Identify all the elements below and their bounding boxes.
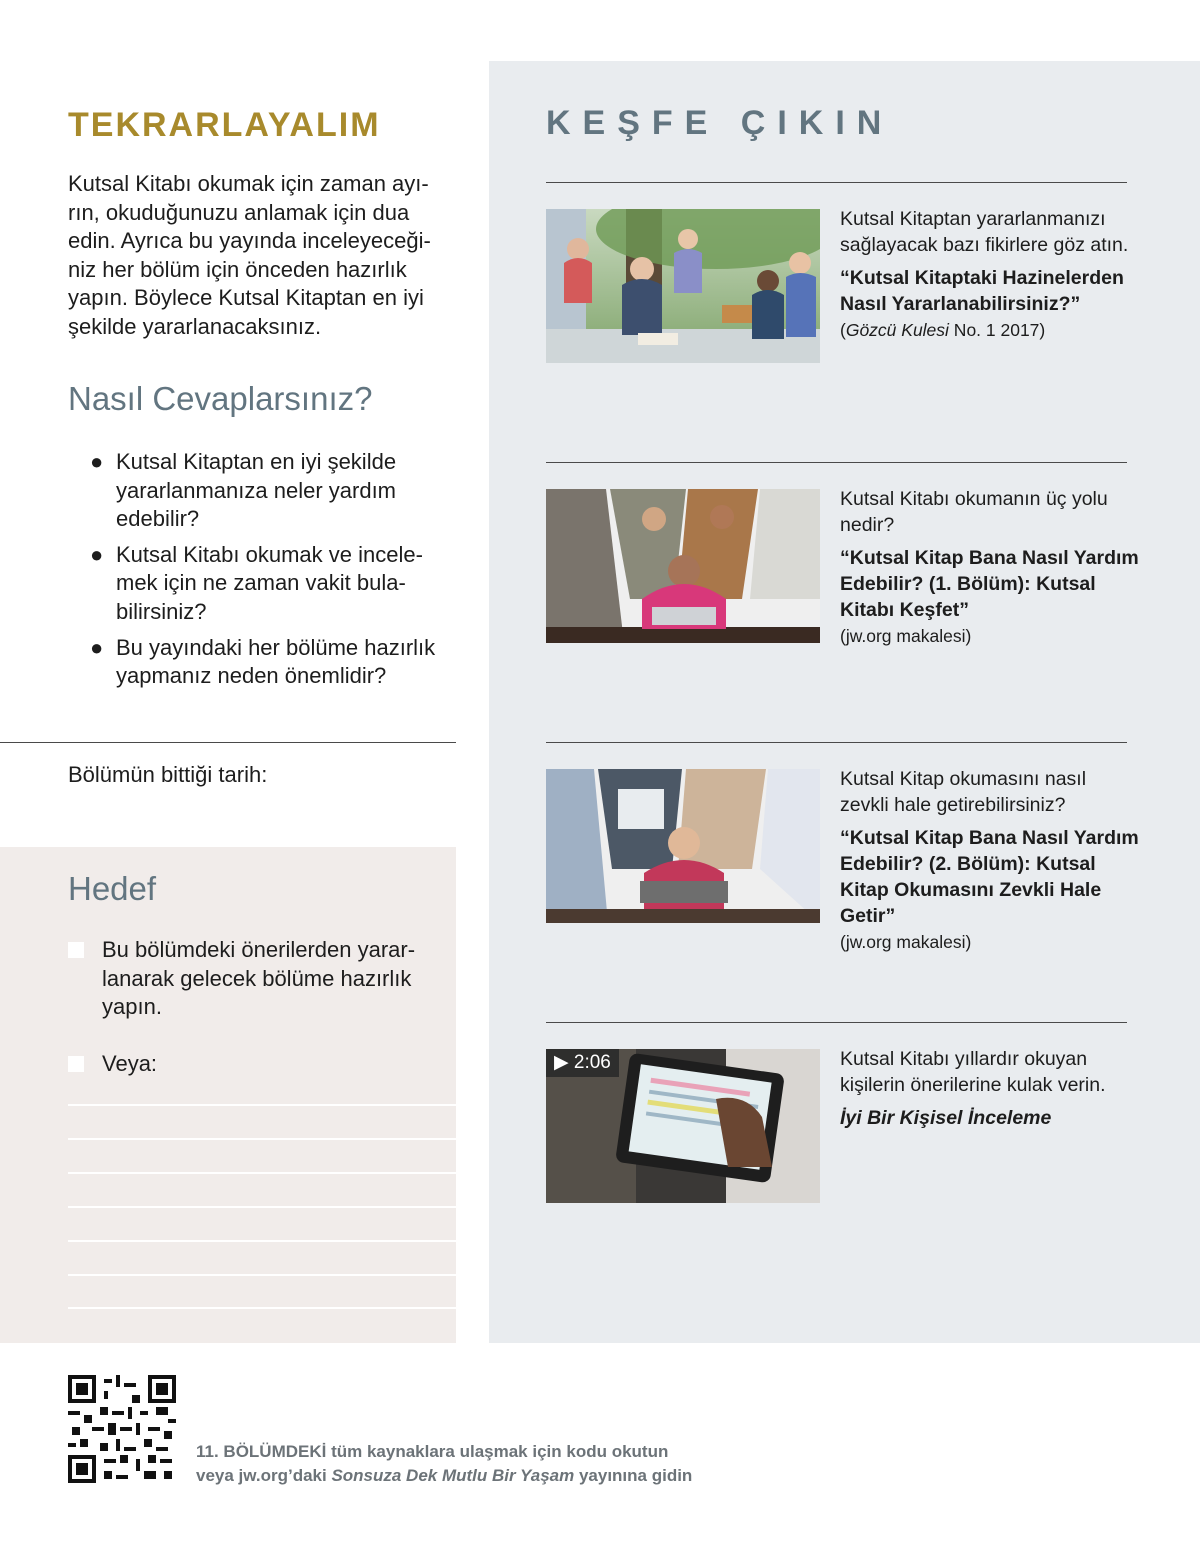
goal-text: Bu bölümdeki önerilerden yarar-lanarak gelecek bölüme hazırlık yapın. <box>102 937 416 1020</box>
questions-list <box>90 448 450 698</box>
resource-description: Kutsal Kitabı okumanın üç yolu nedir? <box>840 488 1108 536</box>
question-text: Bu yayındaki her bölüme hazırlık yapmanız neden önemlidir? <box>116 634 436 689</box>
resource-description: Kutsal Kitap okumasını nasıl zevkli hale getirebilirsiniz? <box>840 768 1087 816</box>
publication-name: Gözcü Kulesi <box>845 320 949 340</box>
question-item <box>90 448 450 534</box>
goal-text: Veya: <box>102 1051 158 1076</box>
goal-checkbox[interactable] <box>68 942 84 958</box>
resource-thumbnail[interactable] <box>546 209 820 363</box>
qr-code-icon[interactable] <box>68 1375 176 1483</box>
questions-heading: Nasıl Cevaplarsınız? <box>68 380 373 417</box>
finish-date-label: Bölümün bittiği tarih: <box>68 762 268 787</box>
writing-line[interactable] <box>68 1138 456 1140</box>
writing-line[interactable] <box>68 1307 456 1309</box>
book-title: Sonsuza Dek Mutlu Bir Yaşam <box>331 1466 575 1485</box>
goal-panel <box>0 847 456 1343</box>
resource-info <box>840 486 1140 649</box>
resource-title-link[interactable]: “Kutsal Kitap Bana Nasıl Yardım Edebilir? (1. Bölüm): Kutsal Kitabı Keşfet” <box>840 547 1139 621</box>
bullet-icon: ● <box>90 634 104 660</box>
question-text: Kutsal Kitaptan en iyi şekilde yararlanmanıza neler yardım edebilir? <box>116 449 397 532</box>
review-heading: TEKRARLAYALIM <box>68 106 381 144</box>
writing-line[interactable] <box>68 1172 456 1174</box>
resource-title-link[interactable]: “Kutsal Kitap Bana Nasıl Yardım Edebilir? (2. Bölüm): Kutsal Kitap Okumasını Zevkli Hale Getir” <box>840 827 1139 927</box>
resource-thumbnail[interactable] <box>546 769 820 923</box>
footer-note <box>196 1440 692 1488</box>
resource-description: Kutsal Kitabı yıllardır okuyan kişilerin önerilerine kulak verin. <box>840 1048 1106 1096</box>
bullet-icon: ● <box>90 541 104 567</box>
review-paragraph: Kutsal Kitabı okumak için zaman ayı-rın, okuduğunuzu anlamak için dua edin. Ayrıca bu yayında inceleyeceği-niz her bölüm için önceden hazırlık yapın. Böylece Kutsal Kitaptan en iyi şekilde yararlanacaksınız. <box>68 171 431 339</box>
writing-line[interactable] <box>68 1104 456 1106</box>
resource-thumbnail[interactable] <box>546 489 820 643</box>
resource-info <box>840 1046 1140 1131</box>
question-item <box>90 634 450 691</box>
resource-divider <box>546 462 1127 463</box>
resource-divider <box>546 1022 1127 1023</box>
goal-heading: Hedef <box>68 870 157 907</box>
explore-heading: KEŞFE ÇIKIN <box>546 104 894 142</box>
resource-divider <box>546 182 1127 183</box>
resource-info <box>840 206 1140 343</box>
footer-line-1: 11. BÖLÜMDEKİ tüm kaynaklara ulaşmak için kodu okutun <box>196 1442 669 1461</box>
writing-line[interactable] <box>68 1206 456 1208</box>
question-item <box>90 541 450 627</box>
writing-line[interactable] <box>68 1274 456 1276</box>
footer-line-2: veya jw.org’daki Sonsuza Dek Mutlu Bir Yaşam yayınına gidin <box>196 1466 693 1485</box>
goal-checkbox[interactable] <box>68 1056 84 1072</box>
resource-source: (jw.org makalesi) <box>840 932 972 952</box>
section-divider <box>0 742 456 743</box>
writing-line[interactable] <box>68 1240 456 1242</box>
resource-description: Kutsal Kitaptan yararlanmanızı sağlayacak bazı fikirlere göz atın. <box>840 208 1129 256</box>
resource-info <box>840 766 1140 955</box>
resource-divider <box>546 742 1127 743</box>
resource-source: (jw.org makalesi) <box>840 626 972 646</box>
video-title-link[interactable]: İyi Bir Kişisel İnceleme <box>840 1107 1052 1129</box>
goal-item <box>68 1050 438 1079</box>
video-duration-badge: ▶ 2:06 <box>546 1049 619 1077</box>
bullet-icon: ● <box>90 449 104 474</box>
video-thumbnail[interactable] <box>546 1049 820 1203</box>
question-text: Kutsal Kitabı okumak ve incele-mek için ne zaman vakit bula-bilirsiniz? <box>116 541 423 624</box>
goal-item <box>68 936 438 1022</box>
resource-source: (Gözcü Kulesi No. 1 2017) <box>840 320 1046 340</box>
resource-title-link[interactable]: “Kutsal Kitaptaki Hazinelerden Nasıl Yararlanabilirsiniz?” <box>840 267 1124 315</box>
